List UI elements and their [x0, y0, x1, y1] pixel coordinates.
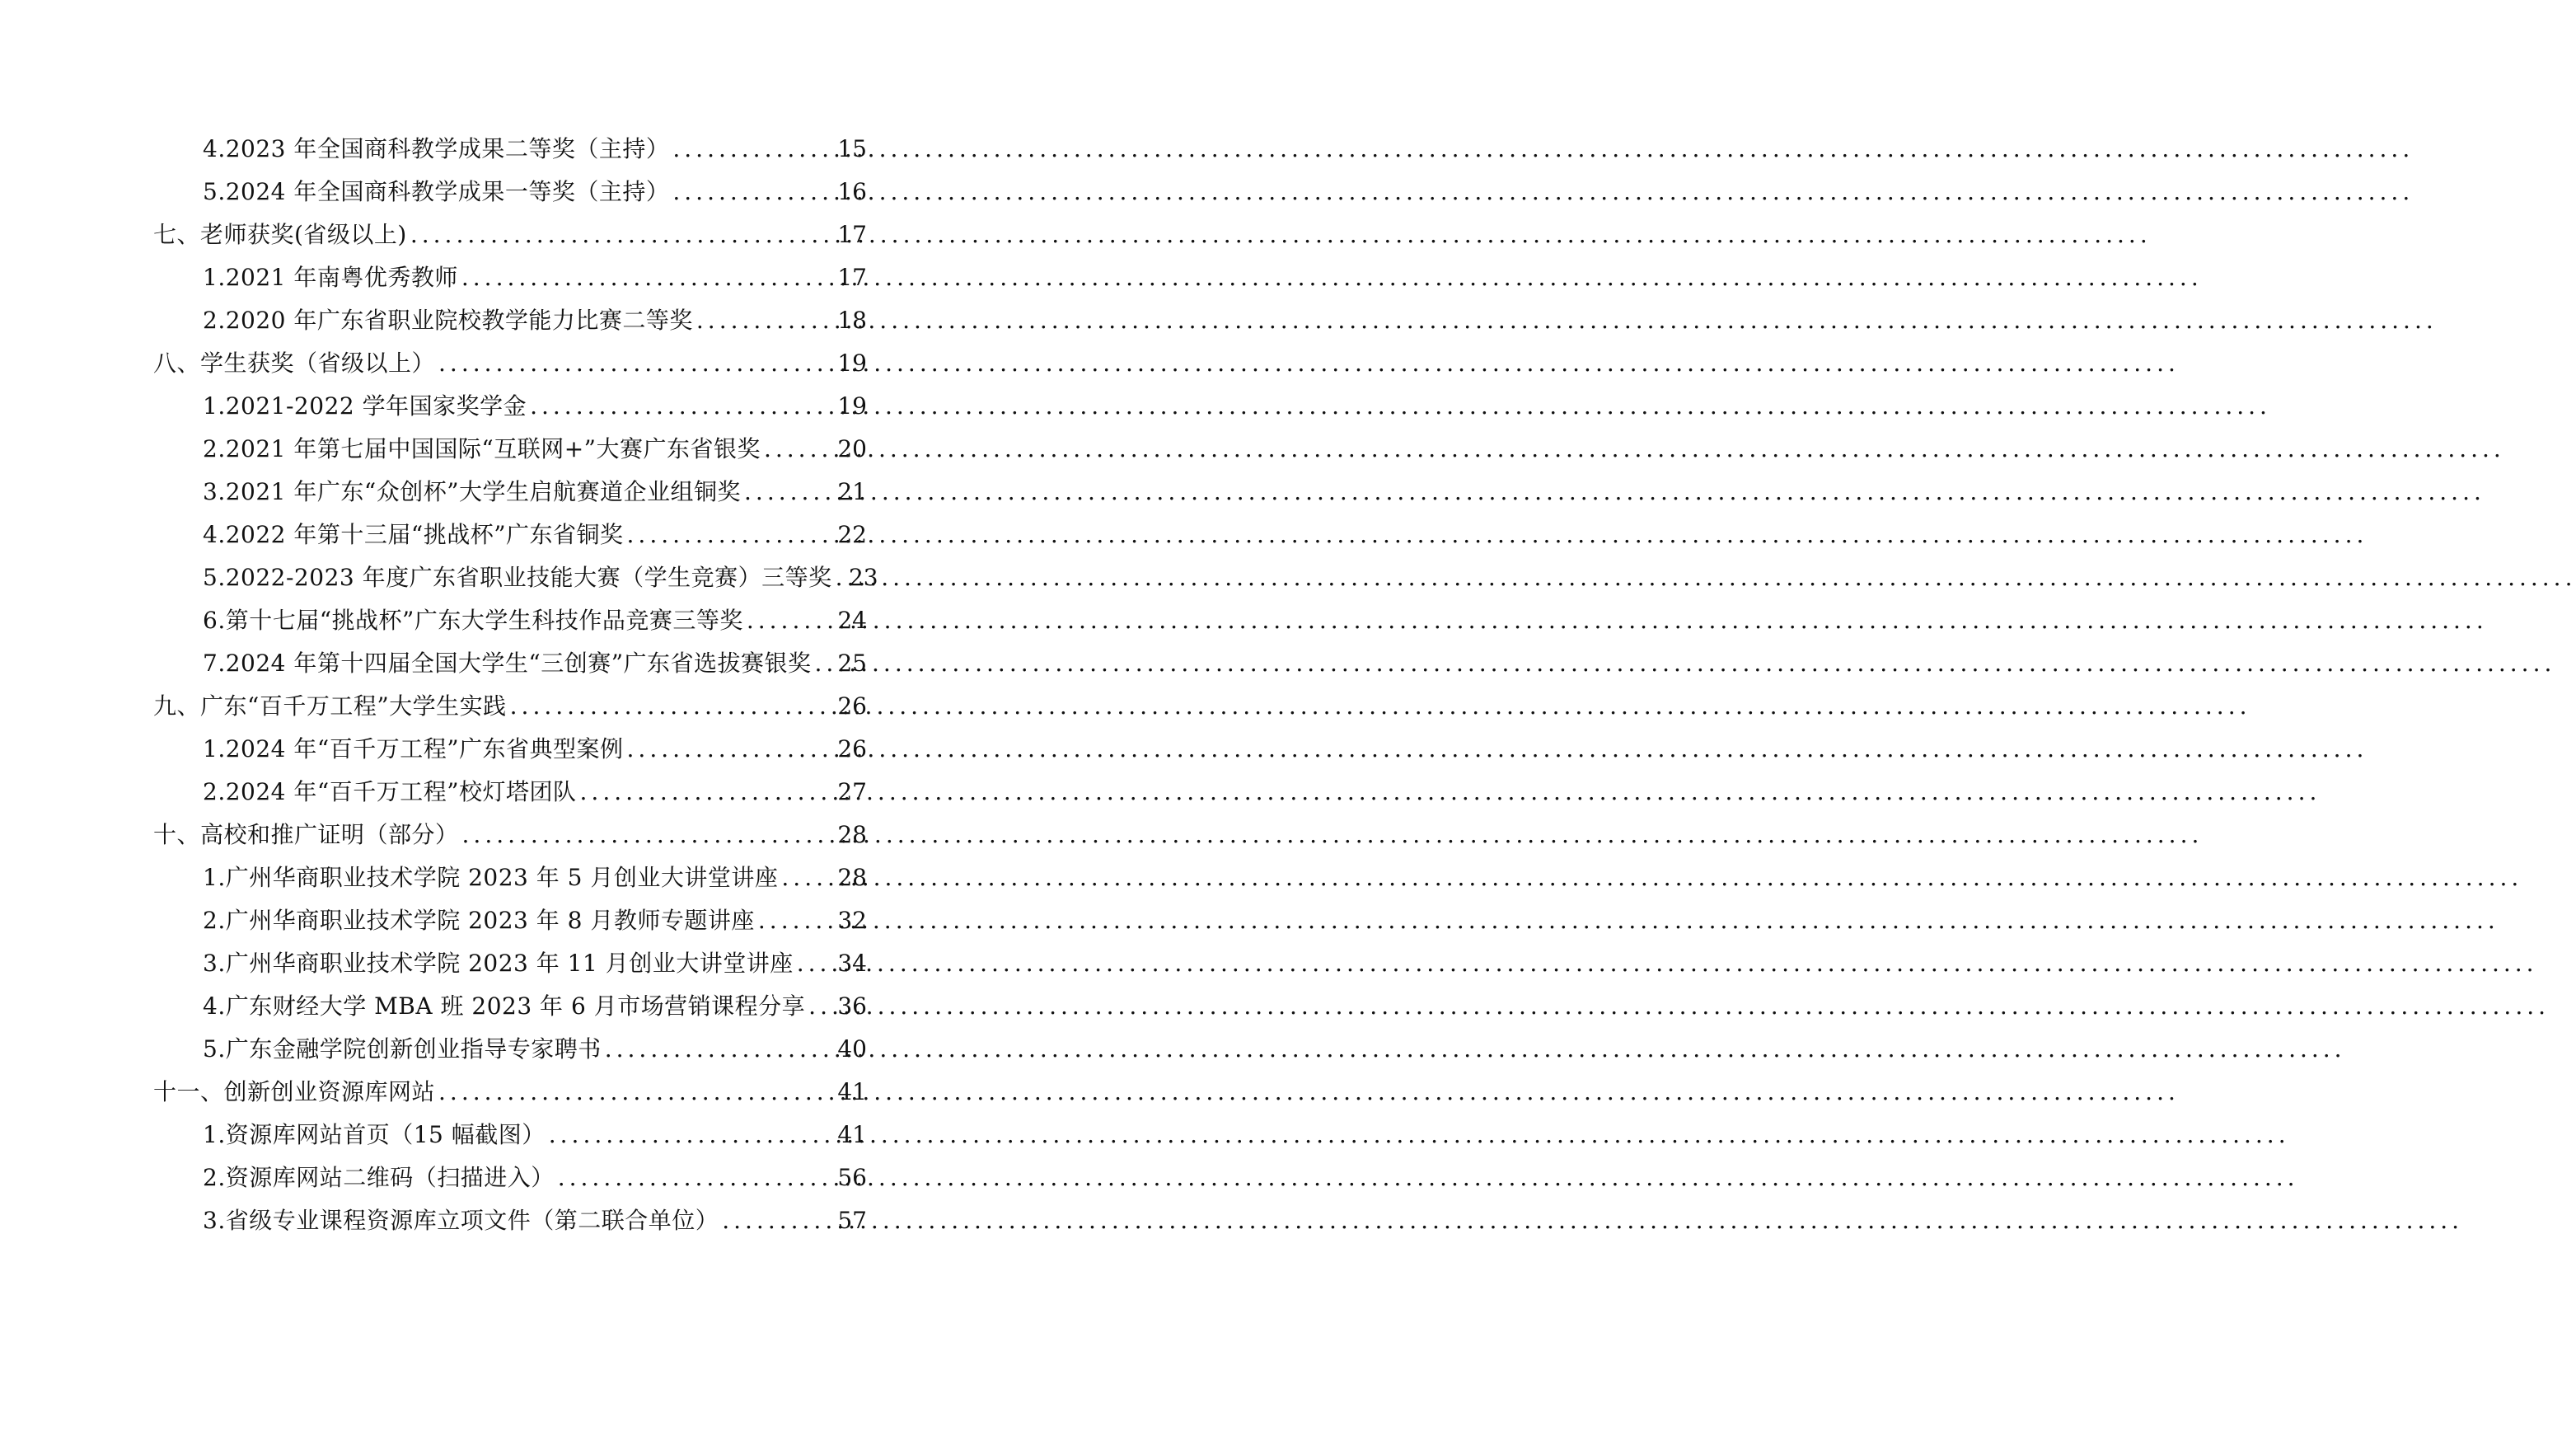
toc-page-number: 24	[837, 607, 867, 634]
toc-page-number: 26	[837, 735, 867, 762]
toc-entry-title: 7.2024 年第十四届全国大学生“三创赛”广东省选拔赛银奖	[203, 650, 812, 677]
toc-page-number: 17	[837, 221, 867, 248]
toc-page-number: 17	[837, 264, 867, 291]
toc-page-number: 19	[837, 350, 867, 377]
toc-page-number: 28	[837, 821, 867, 848]
toc-page-number: 41	[837, 1121, 867, 1148]
toc-page-number: 18	[837, 307, 867, 334]
toc-entry-title: 2.2024 年“百千万工程”校灯塔团队	[203, 778, 577, 805]
toc-dot-leader	[435, 342, 837, 385]
toc-dot-leader	[743, 599, 837, 642]
toc-entry-title: 2.资源库网站二维码（扫描进入）	[203, 1164, 555, 1191]
toc-dot-leader	[761, 428, 837, 471]
toc-entry-title: 1.2021 年南粤优秀教师	[203, 264, 458, 291]
toc-subsection-entry[interactable]	[153, 556, 878, 599]
toc-dot-leader	[693, 299, 837, 342]
toc-dot-leader	[755, 899, 837, 942]
toc-subsection-entry[interactable]	[153, 471, 867, 514]
toc-page-number: 21	[837, 478, 867, 505]
toc-dot-leader	[602, 1028, 837, 1071]
toc-dot-leader	[624, 514, 837, 556]
toc-subsection-entry[interactable]	[153, 128, 867, 171]
toc-page-number: 25	[837, 650, 867, 677]
toc-entry-title: 5.2024 年全国商科教学成果一等奖（主持）	[203, 178, 670, 205]
toc-entry-title: 2.2021 年第七届中国国际“互联网+”大赛广东省银奖	[203, 435, 761, 462]
toc-subsection-entry[interactable]	[153, 899, 867, 942]
toc-page-number: 36	[837, 992, 867, 1020]
toc-entry-title: 6.第十七届“挑战杯”广东大学生科技作品竞赛三等奖	[203, 607, 743, 634]
toc-subsection-entry[interactable]	[153, 1028, 867, 1071]
toc-entry-title: 5.2022-2023 年度广东省职业技能大赛（学生竞赛）三等奖	[203, 564, 832, 591]
toc-page-number: 56	[837, 1164, 867, 1191]
toc-entry-title: 3.2021 年广东“众创杯”大学生启航赛道企业组铜奖	[203, 478, 742, 505]
toc-entry-title: 1.广州华商职业技术学院 2023 年 5 月创业大讲堂讲座	[203, 864, 779, 891]
toc-section-entry[interactable]	[153, 814, 867, 856]
toc-entry-title: 七、老师获奖(省级以上)	[153, 221, 407, 248]
toc-subsection-entry[interactable]	[153, 1114, 867, 1156]
toc-page-number: 28	[837, 864, 867, 891]
toc-entry-title: 3.广州华商职业技术学院 2023 年 11 月创业大讲堂讲座	[203, 950, 794, 977]
toc-subsection-entry[interactable]	[153, 256, 867, 299]
toc-page-number: 34	[837, 950, 867, 977]
toc-subsection-entry[interactable]	[153, 985, 867, 1028]
toc-entry-title: 十一、创新创业资源库网站	[153, 1078, 436, 1105]
toc-dot-leader	[794, 942, 837, 985]
toc-dot-leader	[546, 1114, 837, 1156]
toc-subsection-entry[interactable]	[153, 171, 867, 213]
toc-subsection-entry[interactable]	[153, 642, 867, 685]
toc-page-number: 26	[837, 692, 867, 720]
toc-entry-title: 4.2022 年第十三届“挑战杯”广东省铜奖	[203, 521, 624, 548]
toc-entry-title: 5.广东金融学院创新创业指导专家聘书	[203, 1035, 602, 1063]
toc-dot-leader	[555, 1156, 837, 1199]
toc-dot-leader	[719, 1199, 837, 1242]
toc-entry-title: 4.广东财经大学 MBA 班 2023 年 6 月市场营销课程分享	[203, 992, 806, 1020]
toc-entry-title: 1.2024 年“百千万工程”广东省典型案例	[203, 735, 624, 762]
toc-page-number: 40	[837, 1035, 867, 1063]
toc-entry-title: 2.广州华商职业技术学院 2023 年 8 月教师专题讲座	[203, 907, 755, 934]
toc-page-number: 19	[837, 392, 867, 420]
toc-page-number: 41	[837, 1078, 867, 1105]
toc-subsection-entry[interactable]	[153, 1199, 867, 1242]
toc-section-entry[interactable]	[153, 1071, 867, 1114]
toc-subsection-entry[interactable]	[153, 299, 867, 342]
toc-page-number: 22	[837, 521, 867, 548]
toc-dot-leader	[812, 642, 837, 685]
toc-subsection-entry[interactable]	[153, 856, 867, 899]
toc-page-number: 20	[837, 435, 867, 462]
toc-entry-title: 2.2020 年广东省职业院校教学能力比赛二等奖	[203, 307, 693, 334]
toc-section-entry[interactable]	[153, 685, 867, 728]
toc-subsection-entry[interactable]	[153, 728, 867, 771]
toc-entry-title: 十、高校和推广证明（部分）	[153, 821, 459, 848]
toc-entry-title: 1.资源库网站首页（15 幅截图）	[203, 1121, 546, 1148]
toc-section-entry[interactable]	[153, 342, 867, 385]
toc-section-entry[interactable]	[153, 213, 867, 256]
toc-entry-title: 4.2023 年全国商科教学成果二等奖（主持）	[203, 135, 670, 162]
toc-entry-title: 1.2021-2022 学年国家奖学金	[203, 392, 527, 420]
toc-entry-title: 3.省级专业课程资源库立项文件（第二联合单位）	[203, 1207, 719, 1234]
toc-page-number: 57	[837, 1207, 867, 1234]
toc-entry-title: 八、学生获奖（省级以上）	[153, 350, 436, 377]
toc-dot-leader	[507, 685, 837, 728]
toc-page-number: 27	[837, 778, 867, 805]
toc-dot-leader	[435, 1071, 837, 1114]
toc-subsection-entry[interactable]	[153, 1156, 867, 1199]
toc-dot-leader	[458, 256, 837, 299]
toc-dot-leader	[527, 385, 837, 428]
toc-entry-title: 九、广东“百千万工程”大学生实践	[153, 692, 507, 720]
toc-dot-leader	[778, 856, 837, 899]
toc-page-number: 15	[837, 135, 867, 162]
toc-page-number: 16	[837, 178, 867, 205]
toc-dot-leader	[669, 128, 837, 171]
toc-subsection-entry[interactable]	[153, 942, 867, 985]
table-of-contents	[153, 128, 878, 1242]
toc-subsection-entry[interactable]	[153, 771, 867, 814]
toc-subsection-entry[interactable]	[153, 599, 867, 642]
toc-dot-leader	[459, 814, 837, 856]
toc-dot-leader	[832, 556, 849, 599]
toc-dot-leader	[624, 728, 837, 771]
toc-subsection-entry[interactable]	[153, 428, 867, 471]
toc-dot-leader	[669, 171, 837, 213]
toc-dot-leader	[407, 213, 837, 256]
toc-dot-leader	[577, 771, 837, 814]
toc-subsection-entry[interactable]	[153, 385, 867, 428]
toc-subsection-entry[interactable]	[153, 514, 867, 556]
toc-dot-leader	[741, 471, 837, 514]
toc-dot-leader	[805, 985, 837, 1028]
toc-page-number: 23	[848, 564, 878, 591]
toc-page-number: 32	[837, 907, 867, 934]
